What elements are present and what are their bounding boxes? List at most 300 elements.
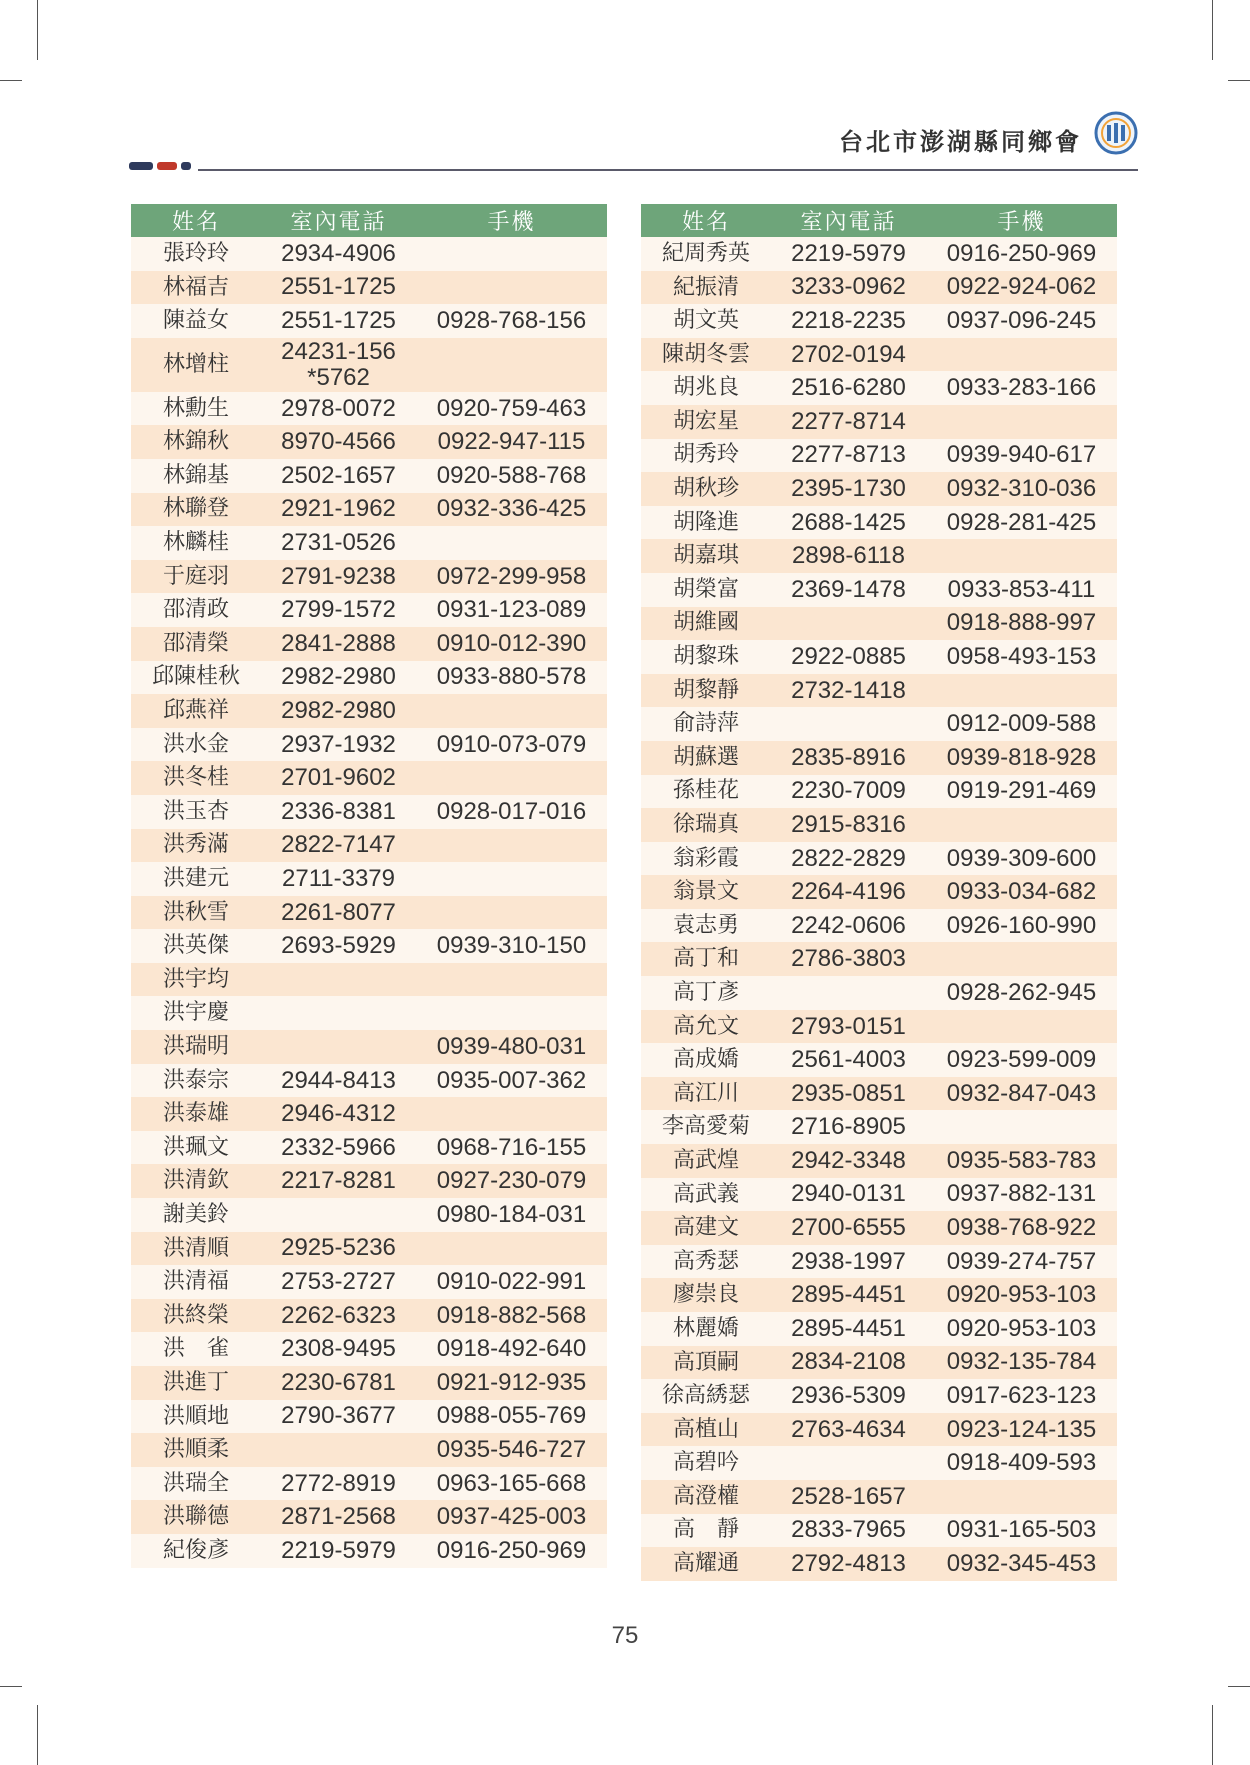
- table-row: [131, 1400, 607, 1434]
- table-row: [641, 808, 1117, 842]
- member-name: 孫桂花: [641, 775, 771, 809]
- column-header-name: 姓名: [641, 204, 771, 237]
- table-row: [131, 728, 607, 762]
- column-header-name: 姓名: [131, 204, 261, 237]
- landline-phone: 2940-0131: [771, 1178, 926, 1212]
- member-name: 邱陳桂秋: [131, 661, 261, 695]
- table-row: [641, 237, 1117, 271]
- landline-phone: 2702-0194: [771, 338, 926, 372]
- member-name: 廖崇良: [641, 1278, 771, 1312]
- mobile-phone: 0931-123-089: [416, 593, 607, 627]
- mobile-phone: [416, 271, 607, 305]
- mobile-phone: 0921-912-935: [416, 1366, 607, 1400]
- table-row: [131, 829, 607, 863]
- member-name: 胡黎靜: [641, 674, 771, 708]
- mobile-phone: 0923-599-009: [926, 1043, 1117, 1077]
- table-row: [131, 237, 607, 271]
- landline-phone: 2944-8413: [261, 1064, 416, 1098]
- member-name: 李高愛菊: [641, 1110, 771, 1144]
- member-name: 洪玉杏: [131, 795, 261, 829]
- member-name: 紀振清: [641, 271, 771, 305]
- table-row: [641, 1178, 1117, 1212]
- member-name: 洪宇慶: [131, 996, 261, 1030]
- mobile-phone: 0935-007-362: [416, 1064, 607, 1098]
- mobile-phone: 0919-291-469: [926, 775, 1117, 809]
- table-row: [131, 1265, 607, 1299]
- member-name: 洪秀滿: [131, 829, 261, 863]
- mobile-phone: [416, 694, 607, 728]
- landline-phone: 2242-0606: [771, 909, 926, 943]
- landline-phone: 3233-0962: [771, 271, 926, 305]
- decorative-stripe: [129, 162, 153, 170]
- landline-phone: 2982-2980: [261, 661, 416, 695]
- landline-phone: 2793-0151: [771, 1010, 926, 1044]
- landline-phone: 2731-0526: [261, 526, 416, 560]
- decorative-stripe: [157, 162, 177, 170]
- landline-phone: 2936-5309: [771, 1379, 926, 1413]
- member-name: 高 靜: [641, 1514, 771, 1548]
- table-row: [641, 1480, 1117, 1514]
- landline-phone: 2230-6781: [261, 1366, 416, 1400]
- landline-phone: 2732-1418: [771, 674, 926, 708]
- member-name: 胡文英: [641, 304, 771, 338]
- member-name: 林麗嬌: [641, 1312, 771, 1346]
- mobile-phone: 0937-882-131: [926, 1178, 1117, 1212]
- table-row: [131, 338, 607, 392]
- table-row: [641, 942, 1117, 976]
- mobile-phone: 0968-716-155: [416, 1131, 607, 1165]
- mobile-phone: [926, 1480, 1117, 1514]
- mobile-phone: 0918-492-640: [416, 1332, 607, 1366]
- mobile-phone: [416, 896, 607, 930]
- mobile-phone: [926, 338, 1117, 372]
- mobile-phone: 0916-250-969: [416, 1534, 607, 1568]
- member-name: 高碧吟: [641, 1446, 771, 1480]
- member-name: 邱燕祥: [131, 694, 261, 728]
- member-name: 洪順柔: [131, 1433, 261, 1467]
- mobile-phone: 0988-055-769: [416, 1400, 607, 1434]
- mobile-phone: [926, 674, 1117, 708]
- member-name: 高植山: [641, 1413, 771, 1447]
- table-row: [641, 1413, 1117, 1447]
- member-name: 洪建元: [131, 862, 261, 896]
- member-name: 洪終榮: [131, 1299, 261, 1333]
- member-name: 洪水金: [131, 728, 261, 762]
- member-name: 洪瑞明: [131, 1030, 261, 1064]
- mobile-phone: 0920-588-768: [416, 459, 607, 493]
- member-name: 邵清榮: [131, 627, 261, 661]
- table-row: [641, 1110, 1117, 1144]
- mobile-phone: [416, 526, 607, 560]
- landline-phone: 2753-2727: [261, 1265, 416, 1299]
- header-rule: [198, 169, 1138, 171]
- mobile-phone: 0922-947-115: [416, 425, 607, 459]
- table-row: [641, 640, 1117, 674]
- landline-phone: [771, 1446, 926, 1480]
- landline-phone: 2219-5979: [771, 237, 926, 271]
- member-name: 胡維國: [641, 607, 771, 641]
- mobile-phone: 0932-345-453: [926, 1547, 1117, 1581]
- table-header-row: [641, 204, 1117, 237]
- mobile-phone: 0918-882-568: [416, 1299, 607, 1333]
- landline-phone: 2895-4451: [771, 1278, 926, 1312]
- mobile-phone: 0972-299-958: [416, 560, 607, 594]
- table-row: [641, 1077, 1117, 1111]
- landline-phone: 2799-1572: [261, 593, 416, 627]
- table-row: [131, 1030, 607, 1064]
- landline-phone: 2915-8316: [771, 808, 926, 842]
- table-row: [641, 1379, 1117, 1413]
- member-name: 胡榮富: [641, 573, 771, 607]
- mobile-phone: [416, 1232, 607, 1266]
- landline-phone: 2700-6555: [771, 1211, 926, 1245]
- table-row: [131, 271, 607, 305]
- member-name: 高頂嗣: [641, 1346, 771, 1380]
- landline-phone: 2551-1725: [261, 304, 416, 338]
- mobile-phone: 0920-953-103: [926, 1278, 1117, 1312]
- member-name: 袁志勇: [641, 909, 771, 943]
- table-row: [641, 271, 1117, 305]
- landline-phone: 2922-0885: [771, 640, 926, 674]
- table-row: [641, 707, 1117, 741]
- table-row: [641, 371, 1117, 405]
- landline-phone: 2925-5236: [261, 1232, 416, 1266]
- landline-phone: 2369-1478: [771, 573, 926, 607]
- table-row: [131, 425, 607, 459]
- mobile-phone: [416, 996, 607, 1030]
- member-name: 胡隆進: [641, 506, 771, 540]
- mobile-phone: [416, 338, 607, 392]
- table-row: [641, 909, 1117, 943]
- table-row: [641, 472, 1117, 506]
- landline-phone: 2935-0851: [771, 1077, 926, 1111]
- mobile-phone: 0923-124-135: [926, 1413, 1117, 1447]
- member-name: 于庭羽: [131, 560, 261, 594]
- table-row: [641, 842, 1117, 876]
- member-name: 胡黎珠: [641, 640, 771, 674]
- landline-phone: [261, 338, 416, 392]
- mobile-phone: 0918-888-997: [926, 607, 1117, 641]
- landline-phone: 2792-4813: [771, 1547, 926, 1581]
- mobile-phone: 0912-009-588: [926, 707, 1117, 741]
- table-row: [641, 304, 1117, 338]
- landline-phone: 2921-1962: [261, 493, 416, 527]
- mobile-phone: [926, 1010, 1117, 1044]
- member-name: 徐高綉瑟: [641, 1379, 771, 1413]
- mobile-phone: 0963-165-668: [416, 1467, 607, 1501]
- table-row: [131, 862, 607, 896]
- table-row: [131, 1332, 607, 1366]
- mobile-phone: 0933-853-411: [926, 573, 1117, 607]
- table-row: [641, 1312, 1117, 1346]
- member-name: 洪順地: [131, 1400, 261, 1434]
- association-title: 台北市澎湖縣同鄉會: [839, 128, 1082, 156]
- landline-phone: 2502-1657: [261, 459, 416, 493]
- member-name: 高秀瑟: [641, 1245, 771, 1279]
- member-name: 高武煌: [641, 1144, 771, 1178]
- mobile-phone: [416, 862, 607, 896]
- member-name: 洪 雀: [131, 1332, 261, 1366]
- member-name: 陳益女: [131, 304, 261, 338]
- landline-phone: 2561-4003: [771, 1043, 926, 1077]
- table-row: [131, 1232, 607, 1266]
- landline-phone: [261, 1433, 416, 1467]
- mobile-phone: [416, 829, 607, 863]
- mobile-phone: 0920-759-463: [416, 392, 607, 426]
- member-name: 高澄權: [641, 1480, 771, 1514]
- mobile-phone: 0910-012-390: [416, 627, 607, 661]
- mobile-phone: 0927-230-079: [416, 1164, 607, 1198]
- table-row: [641, 539, 1117, 573]
- column-header-phone: 室內電話: [261, 204, 416, 237]
- crop-mark: [37, 1705, 38, 1765]
- table-row: [641, 976, 1117, 1010]
- member-name: 胡蘇選: [641, 741, 771, 775]
- member-name: 紀周秀英: [641, 237, 771, 271]
- landline-phone: [771, 976, 926, 1010]
- member-name: 翁彩霞: [641, 842, 771, 876]
- member-name: 林勳生: [131, 392, 261, 426]
- mobile-phone: 0917-623-123: [926, 1379, 1117, 1413]
- table-row: [131, 1534, 607, 1568]
- table-row: [641, 338, 1117, 372]
- left-directory-table: [131, 204, 607, 1568]
- landline-phone: 2982-2980: [261, 694, 416, 728]
- table-row: [131, 761, 607, 795]
- landline-phone: 2822-7147: [261, 829, 416, 863]
- member-name: 高建文: [641, 1211, 771, 1245]
- member-name: 林增柱: [131, 338, 261, 392]
- table-row: [131, 560, 607, 594]
- landline-phone: 2937-1932: [261, 728, 416, 762]
- table-row: [131, 1500, 607, 1534]
- mobile-phone: 0910-022-991: [416, 1265, 607, 1299]
- landline-phone: 2336-8381: [261, 795, 416, 829]
- mobile-phone: 0958-493-153: [926, 640, 1117, 674]
- table-row: [641, 674, 1117, 708]
- table-row: [131, 1433, 607, 1467]
- mobile-phone: 0918-409-593: [926, 1446, 1117, 1480]
- landline-phone: 2230-7009: [771, 775, 926, 809]
- table-row: [641, 1144, 1117, 1178]
- member-name: 高成嬌: [641, 1043, 771, 1077]
- landline-phone: 2822-2829: [771, 842, 926, 876]
- mobile-phone: 0939-480-031: [416, 1030, 607, 1064]
- mobile-phone: [416, 761, 607, 795]
- crop-mark: [0, 80, 22, 81]
- table-row: [131, 1299, 607, 1333]
- member-name: 洪宇均: [131, 963, 261, 997]
- mobile-phone: 0932-847-043: [926, 1077, 1117, 1111]
- landline-phone: 2277-8713: [771, 439, 926, 473]
- table-row: [641, 1514, 1117, 1548]
- member-name: 林錦基: [131, 459, 261, 493]
- mobile-phone: [416, 963, 607, 997]
- member-name: 高丁彥: [641, 976, 771, 1010]
- mobile-phone: 0938-768-922: [926, 1211, 1117, 1245]
- landline-phone: [771, 707, 926, 741]
- mobile-phone: 0937-425-003: [416, 1500, 607, 1534]
- table-row: [641, 1211, 1117, 1245]
- landline-phone: [261, 963, 416, 997]
- mobile-phone: [926, 405, 1117, 439]
- member-name: 林麟桂: [131, 526, 261, 560]
- landline-phone: 2790-3677: [261, 1400, 416, 1434]
- crop-mark: [1228, 1686, 1250, 1687]
- table-row: [641, 1010, 1117, 1044]
- member-name: 翁景文: [641, 875, 771, 909]
- mobile-phone: 0939-309-600: [926, 842, 1117, 876]
- crop-mark: [1212, 1705, 1213, 1765]
- table-row: [131, 1366, 607, 1400]
- table-row: [131, 1064, 607, 1098]
- member-name: 洪聯德: [131, 1500, 261, 1534]
- landline-phone: 2834-2108: [771, 1346, 926, 1380]
- mobile-phone: 0928-768-156: [416, 304, 607, 338]
- table-row: [131, 392, 607, 426]
- landline-phone: 2219-5979: [261, 1534, 416, 1568]
- landline-phone: 2701-9602: [261, 761, 416, 795]
- table-row: [641, 607, 1117, 641]
- mobile-phone: 0928-281-425: [926, 506, 1117, 540]
- member-name: 徐瑞真: [641, 808, 771, 842]
- member-name: 胡秀玲: [641, 439, 771, 473]
- table-row: [131, 593, 607, 627]
- member-name: 洪秋雪: [131, 896, 261, 930]
- table-row: [641, 1346, 1117, 1380]
- landline-extension: *5762: [307, 363, 370, 391]
- landline-phone: 2895-4451: [771, 1312, 926, 1346]
- member-name: 胡宏星: [641, 405, 771, 439]
- table-row: [641, 1245, 1117, 1279]
- member-name: 高允文: [641, 1010, 771, 1044]
- table-row: [641, 875, 1117, 909]
- member-name: 張玲玲: [131, 237, 261, 271]
- landline-phone: 2395-1730: [771, 472, 926, 506]
- mobile-phone: 0928-017-016: [416, 795, 607, 829]
- member-name: 高丁和: [641, 942, 771, 976]
- table-row: [641, 573, 1117, 607]
- table-row: [131, 1164, 607, 1198]
- mobile-phone: 0933-880-578: [416, 661, 607, 695]
- mobile-phone: 0932-336-425: [416, 493, 607, 527]
- table-row: [131, 896, 607, 930]
- landline-phone: 2261-8077: [261, 896, 416, 930]
- member-name: 紀俊彥: [131, 1534, 261, 1568]
- table-row: [131, 304, 607, 338]
- member-name: 洪冬桂: [131, 761, 261, 795]
- member-name: 洪泰雄: [131, 1097, 261, 1131]
- member-name: 洪英傑: [131, 929, 261, 963]
- landline-phone: 2264-4196: [771, 875, 926, 909]
- crop-mark: [1228, 80, 1250, 81]
- table-row: [131, 627, 607, 661]
- mobile-phone: 0939-940-617: [926, 439, 1117, 473]
- landline-phone: 2938-1997: [771, 1245, 926, 1279]
- table-row: [131, 1131, 607, 1165]
- table-row: [131, 929, 607, 963]
- mobile-phone: [926, 942, 1117, 976]
- mobile-phone: [926, 808, 1117, 842]
- mobile-phone: 0935-583-783: [926, 1144, 1117, 1178]
- landline-phone: 2332-5966: [261, 1131, 416, 1165]
- member-name: 洪珮文: [131, 1131, 261, 1165]
- landline-phone: 2551-1725: [261, 271, 416, 305]
- landline-phone: [261, 1198, 416, 1232]
- member-name: 林福吉: [131, 271, 261, 305]
- column-header-phone: 室內電話: [771, 204, 926, 237]
- table-row: [641, 1547, 1117, 1581]
- member-name: 林聯登: [131, 493, 261, 527]
- member-name: 胡嘉琪: [641, 539, 771, 573]
- member-name: 高武義: [641, 1178, 771, 1212]
- member-name: 洪進丁: [131, 1366, 261, 1400]
- member-name: 林錦秋: [131, 425, 261, 459]
- landline-phone: [261, 996, 416, 1030]
- landline-phone: 2218-2235: [771, 304, 926, 338]
- member-name: 高耀通: [641, 1547, 771, 1581]
- landline-phone: 2934-4906: [261, 237, 416, 271]
- table-row: [131, 1467, 607, 1501]
- table-row: [131, 795, 607, 829]
- mobile-phone: 0910-073-079: [416, 728, 607, 762]
- member-name: 洪瑞全: [131, 1467, 261, 1501]
- member-name: 俞詩萍: [641, 707, 771, 741]
- table-row: [641, 1446, 1117, 1480]
- mobile-phone: 0928-262-945: [926, 976, 1117, 1010]
- mobile-phone: 0932-135-784: [926, 1346, 1117, 1380]
- landline-phone: 2942-3348: [771, 1144, 926, 1178]
- table-row: [641, 439, 1117, 473]
- landline-phone: 2688-1425: [771, 506, 926, 540]
- mobile-phone: 0926-160-990: [926, 909, 1117, 943]
- mobile-phone: 0916-250-969: [926, 237, 1117, 271]
- member-name: 謝美鈴: [131, 1198, 261, 1232]
- mobile-phone: 0920-953-103: [926, 1312, 1117, 1346]
- crop-mark: [37, 0, 38, 60]
- page-number: 75: [611, 1622, 639, 1649]
- landline-phone: 2308-9495: [261, 1332, 416, 1366]
- member-name: 胡兆良: [641, 371, 771, 405]
- table-row: [641, 741, 1117, 775]
- landline-phone: 2763-4634: [771, 1413, 926, 1447]
- landline-phone: 2716-8905: [771, 1110, 926, 1144]
- mobile-phone: [416, 1097, 607, 1131]
- landline-phone: 2277-8714: [771, 405, 926, 439]
- landline-phone: 2772-8919: [261, 1467, 416, 1501]
- table-header-row: [131, 204, 607, 237]
- member-name: 洪清順: [131, 1232, 261, 1266]
- mobile-phone: 0933-034-682: [926, 875, 1117, 909]
- member-name: 邵清政: [131, 593, 261, 627]
- association-logo-icon: [1094, 111, 1138, 155]
- mobile-phone: 0931-165-503: [926, 1514, 1117, 1548]
- column-header-mobile: 手機: [926, 204, 1117, 237]
- right-directory-table: [641, 204, 1117, 1581]
- mobile-phone: [926, 539, 1117, 573]
- table-row: [641, 1043, 1117, 1077]
- table-row: [131, 694, 607, 728]
- landline-phone: 2528-1657: [771, 1480, 926, 1514]
- table-row: [131, 963, 607, 997]
- table-row: [131, 526, 607, 560]
- table-row: [131, 996, 607, 1030]
- mobile-phone: 0933-283-166: [926, 371, 1117, 405]
- landline-phone: 2871-2568: [261, 1500, 416, 1534]
- table-row: [641, 775, 1117, 809]
- mobile-phone: 0932-310-036: [926, 472, 1117, 506]
- landline-phone: [261, 1030, 416, 1064]
